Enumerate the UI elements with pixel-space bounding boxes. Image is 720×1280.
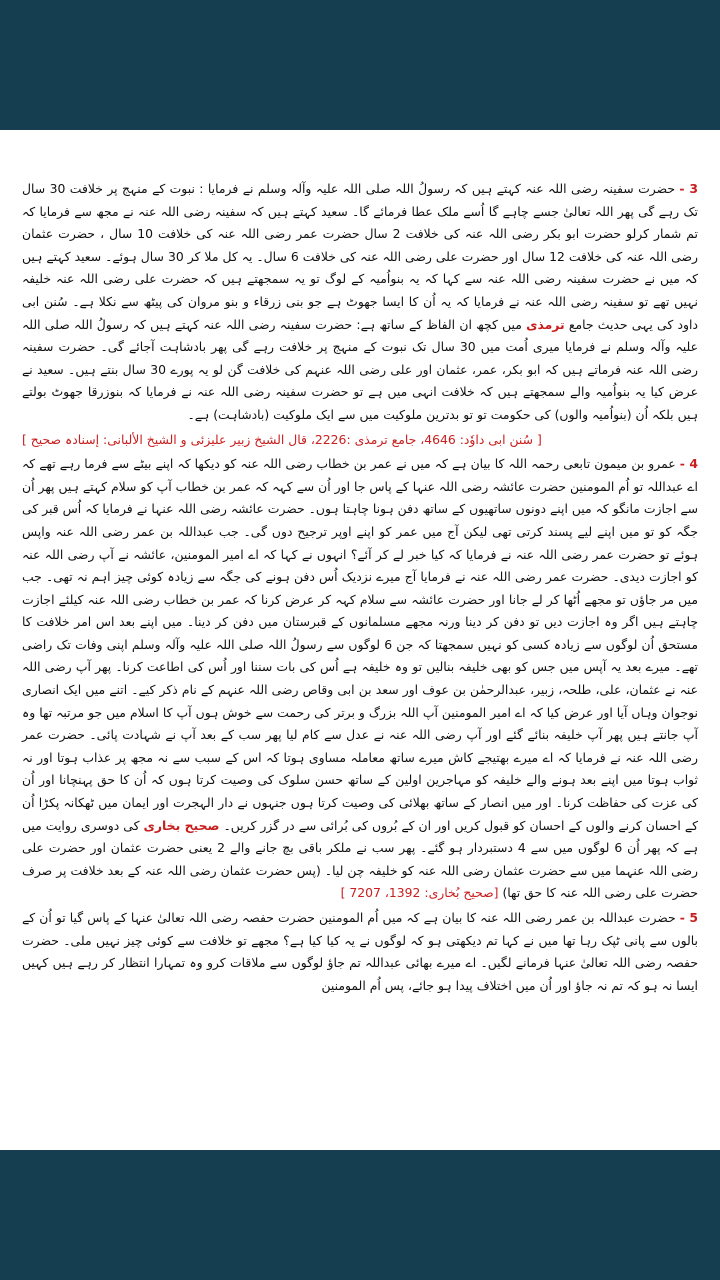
hadith-reference: [ سُنن ابی داوٗد: 4646، جامع ترمذی :2226، قال الشیخ زبیر علیزئی و الشیخ الألبانی: إسنادہ صحیح ] — [22, 431, 542, 447]
article-viewport[interactable] — [0, 130, 720, 1150]
bottom-app-bar — [0, 1150, 720, 1280]
paragraph-4 — [22, 453, 698, 905]
paragraph-number: 4 - — [679, 456, 698, 472]
paragraph-text-continued: میں کچھ ان الفاظ کے ساتھ ہے: حضرت سفینہ رضی اللہ عنہ کہتے ہیں کہ رسولُ اللہ صلی اللہ علیہ وآلہ وسلم نے فرمایا میری اُمت میں 30 سال تک نبوت کے منہج پر خلافت رہے گی پھر بادشاہت آجائے گی۔ حضرت سفینہ رضی اللہ عنہ فرماتے ہیں کہ ابو بکر، عمر، عثمان اور علی رضی اللہ عنہم کی خلافت گن لو یہ پورے 30 سال بنتے ہیں۔ سعید نے عرض کیا یہ بنواُمیہ والے سمجھتے ہیں کہ خلافت انہی میں ہے تو حضرت سفینہ رضی اللہ عنہ نے فرمایا کہ بنوزرقا جھوٹ بولتے ہیں بلکہ اُن (بنواُمیہ والوں) کی حکومت تو تو بدترین ملوکیت میں سے ایک ملوکیت (بادشاہت) ہے۔ — [22, 316, 699, 422]
paragraph-text-continued: کی دوسری روایت میں ہے کہ پھر اُن 6 لوگوں میں سے 4 دستبردار ہو گئے۔ پھر سب نے ملکر باقی بچ جانے والے 2 یعنی حضرت عثمان اور حضرت علی رضی اللہ عنہما میں سے حضرت عثمان رضی اللہ عنہ کو خلیفہ چن لیا۔ (پس حضرت عثمان رضی اللہ عنہ کے بعد خلافت پر صرف حضرت علی رضی اللہ عنہ کا حق تھا) — [22, 817, 698, 901]
paragraph-text: حضرت عبداللہ بن عمر رضی اللہ عنہ کا بیان ہے کہ میں اُم المومنین حضرت حفصہ رضی اللہ تعالیٰ عنہا کے پاس گیا تو اُن کے بالوں سے پانی ٹپک رہا تھا میں نے کہا تم دیکھتی ہو کہ لوگوں نے یہ کیا کیا ہے؟ مجھے تو خلافت سے کوئی چیز نہیں ملی۔ حضرت حفصہ رضی اللہ تعالیٰ عنہا فرمانے لگیں۔ اے میرے بھائی عبداللہ تم جاؤ لوگوں سے ملاقات کرو وہ تمہارا انتظار کر رہے ہیں کہیں ایسا نہ ہو کہ تم نہ جاؤ اور اُن میں اختلاف پیدا ہو جائے، پس اُم المومنین — [22, 910, 698, 993]
hadith-reference: [صحیح بُخاری: 1392، 7207 ] — [340, 885, 499, 901]
book-name-highlight: صحیح بخاری — [143, 817, 220, 833]
book-name-highlight: ترمذی — [526, 316, 565, 332]
paragraph-text: حضرت سفینہ رضی اللہ عنہ کہتے ہیں کہ رسولُ اللہ صلی اللہ علیہ وآلہ وسلم نے فرمایا : نبوت کے منہج پر خلافت 30 سال تک رہے گی پھر اللہ تعالیٰ جسے چاہے گا اُسے ملک عطا فرمائے گا۔ سعید کہتے ہیں کہ سفینہ رضی اللہ عنہ نے مجھ سے فرمایا کہ تم شمار کرلو حضرت ابو بکر رضی اللہ عنہ کی خلافت 2 سال حضرت عمر رضی اللہ عنہ کی خلافت 10 سال ، حضرت عثمان رضی اللہ عنہ کی خلافت 12 سال اور حضرت علی رضی اللہ عنہ کی خلافت 6 سال۔ یہ کل ملا کر 30 سال ہوئے۔ سعید کہتے ہیں کہ میں نے حضرت سفینہ رضی اللہ عنہ سے کہا کہ یہ بنواُمیہ کے لوگ تو یہ سمجھتے ہیں کہ حضرت علی رضی اللہ عنہ خلیفہ نہیں تھے تو سفینہ رضی اللہ عنہ نے فرمایا کہ یہ اُن کا ایسا جھوٹ ہے جو بنی زرقاء و بنو مروان کی پیٹھ سے نکلا ہے۔ سُنن ابی داود کی یہی حدیث جامع — [22, 181, 699, 332]
paragraph-5 — [22, 907, 698, 997]
paragraph-text: عمرو بن میمون تابعی رحمہ اللہ کا بیان ہے کہ میں نے عمر بن خطاب رضی اللہ عنہ کو دیکھا کہ اپنے بیٹے سے فرما رہے تھے کہ اے عبداللہ تو اُم المومنین حضرت عائشہ رضی اللہ عنہا کے پاس جا اور اُن سے کہہ کہ عمر بن خطاب آپ کو سلام کہتے ہیں پھر اُن سے اجازت مانگو کہ میں اپنے دونوں ساتھیوں کے ساتھ دفن ہونا چاہتا ہوں۔ حضرت عائشہ رضی اللہ عنہا نے فرمایا کہ اُس قبر کی جگہ کو تو میں اپنے لیے پسند کرتی تھی لیکن آج میں عمر کو اپنے اوپر ترجیح دوں گی۔ جب عبداللہ بن عمر رضی اللہ عنہ واپس ہوئے تو حضرت عمر رضی اللہ عنہ نے فرمایا کہ کیا خبر لے کر آئے؟ انہوں نے کہا کہ اے امیر المومنین، عائشہ نے آپ رضی اللہ عنہ کو اجازت دیدی۔ حضرت عمر رضی اللہ عنہ نے فرمایا آج میرے نزدیک اُس دفن ہونے کی جگہ سے زیادہ کوئی چیز اہم نہ تھی۔ جب میں مر جاؤں تو مجھے اُٹھا کر لے جانا اور حضرت عائشہ سے سلام کہہ کر عرض کرنا کہ عمر بن خطاب رضی اللہ عنہ کیلئے اجازت چاہتے ہیں اگر وہ اجازت دیں تو دفن کر دینا ورنہ مجھے مسلمانوں کے قبرستان میں دفن کر دینا۔ میں اپنے بعد اس امر خلافت کا مستحق اُن لوگوں سے زیادہ کسی کو نہیں سمجھتا کہ جن 6 لوگوں سے رسولُ اللہ صلی اللہ علیہ وآلہ وسلم اپنی وفات تک راضی تھے۔ میرے بعد یہ آپس میں جس کو بھی خلیفہ بنالیں تو وہ خلیفہ ہے اُس کی بات سننا اور اُس کی اطاعت کرنا۔ پھر آپ رضی اللہ عنہ نے عثمان، علی، طلحہ، زبیر، عبدالرحمٰن بن عوف اور سعد بن ابی وقاص رضی اللہ عنہم کے نام ذکر کیے۔ اتنے میں ایک انصاری نوجوان وہاں آیا اور عرض کیا کہ اے امیر المومنین آپ اللہ بزرگ و برتر کی رحمت سے خوش ہوں آپ کا اسلام میں جو مرتبہ تھا وہ آپ جانتے ہیں پھر آپ خلیفہ بنائے گئے اور آپ رضی اللہ عنہ نے عدل سے کام لیا پھر سب کے بعد آپ نے شہادت پائی۔ حضرت عمر رضی اللہ عنہ نے فرمایا کہ اے میرے بھتیجے کاش میرے ساتھ معاملہ مساوی ہوتا کہ اس کے سبب سے نہ مجھ پر عذاب ہوتا اور نہ ثواب ہوتا میں اپنے بعد ہونے والے خلیفہ کو مہاجرین اولین کے ساتھ حسن سلوک کی وصیت کرتا ہوں کہ اُن کا حق پہنچانا اور اُن کی عزت کی حفاظت کرنا۔ اور میں انصار کے ساتھ بھلائی کی وصیت کرتا ہوں جنہوں نے دار الہجرت اور ایمان میں ٹھکانہ پکڑا اُن کے احسان کرنے والوں کے احسان کو قبول کریں اور ان کے بُروں کی بُرائی سے در گزر کریں۔ — [22, 456, 699, 833]
paragraph-number: 5 - — [679, 910, 698, 925]
paragraph-3 — [22, 178, 698, 427]
top-app-bar — [0, 0, 720, 130]
reference-line — [22, 429, 698, 452]
paragraph-number: 3 - — [679, 181, 698, 196]
article-body — [0, 130, 720, 997]
